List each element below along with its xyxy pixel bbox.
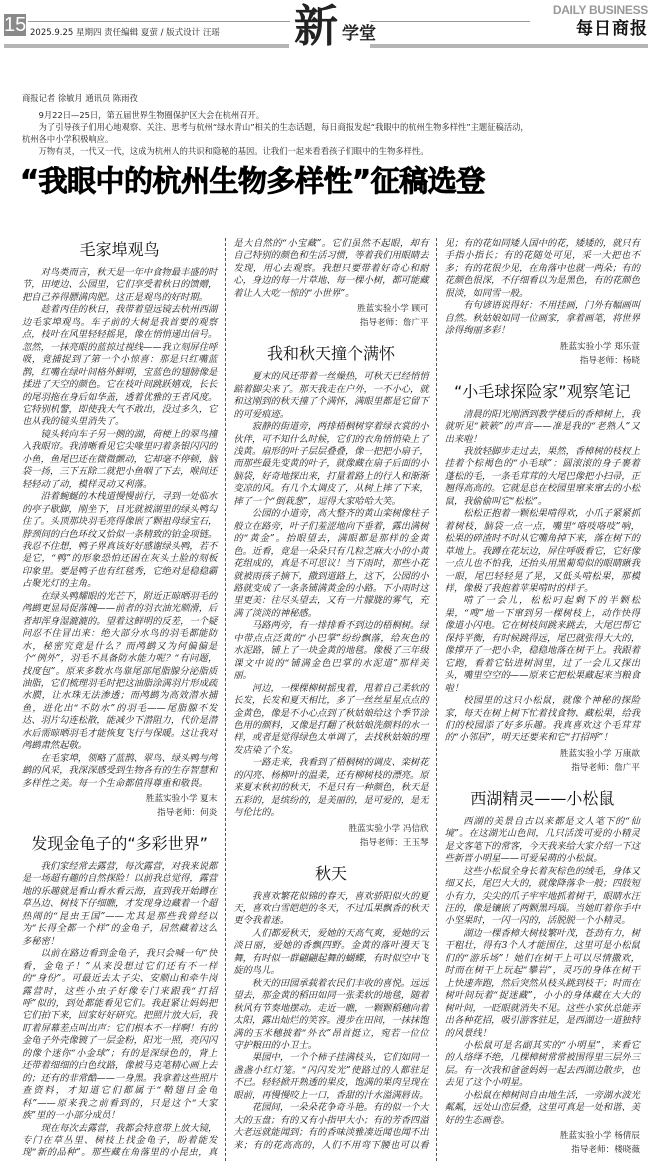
article-paragraph: 沿着蜿蜒的木栈道慢慢前行，寻到一处临水的亭子歇脚，刚坐下，目光就被湖里的绿头鸭勾住了。头顶那块羽毛亮得像嵌了颗祖母绿宝石，脖颈间的白色环纹又恰似一条精致的铂金项链。我忍不住想，鸭子界真该好好感谢绿头鸭，若不是它，“鸭”的形象恐怕还困在灰头土脸的刻板印象里。要是鸭子也有红毯秀，它绝对是稳稳霸占聚光灯的主角。 — [22, 491, 218, 590]
article-teacher: 指导老师：詹广平 — [359, 318, 429, 329]
article-paragraph: 啃了一会儿，松松叼起剩下的半颗松果，“嗖”地一下窜到另一棵树枝上，动作快得像道小闪电。它在树枝间跳来跳去，大尾巴帮它保持平衡，有时候跳得远，尾巴就张得大大的，像撑开了一把小伞，稳稳地落在树干上。我跟着它跑，看着它钻进树洞里，过了一会儿又探出头，嘴里空空的——原来它把松果藏起来当粮食啦！ — [444, 595, 640, 694]
divider — [4, 44, 289, 48]
article-title: 发现金龟子的“多彩世界” — [31, 834, 208, 854]
article-paragraph: 我放轻脚步走过去，果然，香樟树的枝杈上挂着个棕褐色的“小毛球”：圆滚滚的身子裹着蓬松的毛，一条毛茸茸的大尾巴像把小扫帚，正翘得高高的。它就是总在校园里窜来窜去的小松鼠，我偷偷叫它“松松”。 — [444, 445, 640, 507]
intro-paragraph: 9月22日—25日，第五届世界生物圈保护区大会在杭州召开。 — [38, 110, 265, 120]
article-paragraph: 河边，一棵棵柳树摇曳着，甩着自己柔软的长发，长发和夏天相比，多了一丝丝星星点点的金黄色，像是不小心点到了秋姑娘给这个季节涂色用的颜料，又像是打翻了秋姑娘洗颜料的水一样，或者是觉得绿色太单调了，去找秋姑娘的理发店染了个发。 — [233, 682, 429, 756]
articles-columns — [22, 238, 640, 1161]
page-title: “我眼中的杭州生物多样性”征稿选登 — [20, 164, 485, 198]
reporter-byline: 商报记者 徐敏月 通讯员 陈雨孜 — [22, 93, 138, 103]
dateline: 2025.9.25 星期四 责任编辑 夏萤 / 版式设计 汪瑶 — [30, 28, 220, 38]
article-paragraph: 清晨的阳光刚洒到教学楼后的香樟树上，我就听见“簌簌”的声音——准是我的“老熟人”又出来啦！ — [444, 408, 640, 445]
article-paragraph: 趁着丙佳的秋日，我带着望远镜去杭州西湖边毛家埠观鸟。车子前的大树是我首要的观察点，枝叶在风里轻轻摇晃，像在悄悄递出信号。忽然，一抹亮眼的蓝掠过视线——我立刻屏住呼吸，竟捕捉到了第一个小惊喜：那是只红嘴蓝鹊，红嘴在绿叶间格外鲜明，宝蓝色的翅膀像是揉进了天空的颜色。它在枝叶间跳跃嬉戏，长长的尾羽拖在身后如华盖，透着优雅的王者风度。它特别机警，即使我大气不敢出，没过多久，它也从我的镜头里消失了。 — [22, 304, 218, 428]
article-paragraph: 我喜欢繁花似锦的春天，喜欢骄阳似火的夏天，喜欢白雪皑皑的冬天，不过瓜果飘香的秋天更令我着迷。 — [233, 890, 429, 927]
article-paragraph: 在毛家埠，领略了蓝鹊、翠鸟、绿头鸭与鸬鹚的风采，我深深感受到生物各有的生存智慧和多样性之美。每一个生命都值得尊重和敬畏。 — [22, 752, 218, 789]
article-paragraph: 在绿头鸭耀眼的光芒下，附近正晾晒羽毛的鸬鹚更显局促落魄——前者的羽衣油光顺滑，后者却浑身湿漉漉的。望着这鲜明的反差，一个疑问忍不住冒出来：绝大部分水鸟的羽毛都能防水，秘密究竟是什么？而鸬鹚又为何偏偏是个“例外”，羽毛不具备防水能力呢？“有问题，找度包”。原来多数水鸟靠尾部尾脂腺分泌脂质油脂，它们梳理羽毛时把这油脂涂满羽片形成疏水膜，让水珠无法渗透；而鸬鹚为高效潜水捕鱼，进化出“不防水”的羽毛——尾脂腺不发达、羽片勾连松散，能减少下潜阻力，代价是潜水后需晾晒羽毛才能恢复飞行与保暖。这让我对鸬鹚肃然起敬。 — [22, 590, 218, 752]
article-paragraph: 公园的小道旁，高大整齐的黄山栾树像柱子般立在路旁，叶子们羞涩地向下垂着，露出满树的“黄金”。抬眼望去，满眼都是那样的金黄色。近看，竟是一朵朵只有几粒芝麻大小的小黄花组成的，真是不可思议！当下雨时，那些小花就被雨孩子摘下，撒到道路上，这下，公园的小路就变成了一条条铺满黄金的小路。下小雨时这里更美：往尽头望去，又有一片朦胧的雾气，充满了淡淡的神秘感。 — [233, 508, 429, 619]
article-paragraph: 我们家经常去露营，每次露营，对我来说都是一场超有趣的自然探险！以前我总觉得，露营地的乐趣就是看山看水看云海，直到我开始蹲在草丛边、树枝下仔细瞧，才发现身边藏着一个超热闹的“昆虫王国”——尤其是那些我曾经以为“长得全都一个样”的金龟子，居然藏着这么多秘密！ — [22, 861, 218, 947]
article — [445, 789, 640, 1157]
article-paragraph: 现在每次去露营，我都会特意带上放大镜，专门在草丛里、树枝上找金龟子，盼着能发现“新的品种”。那些藏在角落里的小昆虫，真是大自然的“小宝藏”。它们虽然不起眼，却有自己特别的颜色和生活习惯，等着我们用眼睛去发现，用心去观察。我想只要带着好奇心和耐心，身边的每一片草地、每一棵小树，都可能藏着让人大吃一惊的“小世界”。 — [22, 238, 429, 1159]
article-teacher: 指导老师：杨晓 — [579, 355, 640, 366]
brand-english: DAILY BUSINESS — [552, 3, 648, 17]
article-paragraph: 果园中，一个个柿子挂满枝头，它们如同一盏盏小红灯笼。“闪闪发光”使路过的人都驻足不已。轻轻掀开熟透的果皮，饱满的果肉呈现在眼前，再慢慢咬上一口，香甜的汁水溢满唇齿。 — [233, 1052, 429, 1101]
article-author: 胜蓝实验小学 顾可 — [357, 304, 429, 315]
article-paragraph: 马路两旁，有一排排看不到边的梧桐树。绿中带点点泛黄的“小巴掌”纷纷飘落，给灰色的水泥路，铺上了一块金黄的地毯。像极了三年级课文中说的“铺满金色巴掌的水泥道”那样美丽。 — [233, 620, 429, 682]
article-paragraph: 以前在路边看到金龟子，我只会喊一句“快看，金龟子！”从来没想过它们还有不一样的“身份”。可最近去太子尖、安顺山和牵牛岗露营时，这些小虫子好像专门来跟我“打招呼”似的，到处都能看见它们。我赶紧让妈妈把它们拍下来，回家好好研究。把照片放大后，我盯着屏幕差点叫出声：它们根本不一样啊！有的金龟子外壳像镀了一层金粉，阳光一照，亮闪闪的像个迷你“小金球”；有的是深绿色的，背上还带着细细的白色纹路，像被马克笔精心画上去的；还有的非常酷——一身黑。我拿着这些照片查资料，才知道它们都属于“鞘翅目金龟科”——原来我之前看到的，只是这个“大家族”里的一小部分成员！ — [22, 948, 218, 1122]
page-number: 15 — [4, 14, 27, 36]
intro-paragraph: 万物有灵，一代又一代，这成为杭州人的共识和隐秘的基因。让我们一起来看看孩子们眼中的生物多样性。 — [38, 146, 429, 156]
article — [233, 344, 428, 849]
article-author: 胜蓝实验小学 冯信欣 — [348, 823, 429, 834]
article-paragraph: 小松鼠可是名副其实的“小明星”，来看它的人络绎不绝，几棵樟树常常被围得里三层外三层。有一次我和爸爸妈妈一起去西湖边散步，也去见了这个小明星。 — [444, 1040, 640, 1089]
article-author: 胜蓝实验小学 杨倩辰 — [559, 1131, 640, 1142]
article-paragraph: 人们都爱秋天，爱她的天高气爽，爱她的云淡日丽，爱她的香飘四野。金黄的落叶漫天飞舞，有时似一群翩翩起舞的蝴蝶，有时似空中飞旋的鸟儿。 — [233, 927, 429, 977]
article-paragraph: 西湖的美景自古以来都是文人笔下的“仙境”。在这湖光山色间，几只活泼可爱的小精灵是文客笔下的常客，今天我来给大家介绍一下这些新晋小明星——可爱呆萌的小松鼠。 — [444, 815, 640, 865]
article-paragraph: 校园里的这只小松鼠，就像个神秘的探险家，每天在树上树下忙着找食物、藏松果，给我们的校园添了好多乐趣。我真喜欢这个毛茸茸的“小邻居”，明天还要来和它“打招呼”！ — [444, 695, 640, 744]
article-paragraph: 一路走来，我看到了梧桐树的调皮、栾树花的闪亮、杨柳叶的温柔，还有柳树枝的漂亮。原来夏末秋初的秋天，不是只有一种颜色，秋天是五彩的，是缤纷的，是美丽的，是可爱的，是无与伦比的。 — [233, 757, 429, 819]
article-paragraph: 花园间，一朵朵花争奇斗艳。有的似一个大大的玉盘；有的又有小指甲大小；有的芳香四溢大老远就能闻到；有的香味淡雅凑近闻也闻不出来；有的花高高的，人们不用弯下腰也可以看见；有的花如同矮人国中的花，矮矮的，就只有手指小指长；有的花随处可见，采一大把也不多；有的花很少见，在角落中也就一两朵；有的花颜色很深，不仔细看以为是黑色，有的花颜色很淡，如同雪一般。 — [233, 238, 640, 1151]
article-paragraph: 这些小松鼠全身长着灰棕色的绒毛，身体又细又长，尾巴大大的，就像降落伞一般；四肢短小有力，尖尖的爪子牢牢地抓着树干，眼睛水汪汪的，像是镶嵌了两颗黑玛瑙。当她盯着你手中小坚果时，一闪一闪的，活脱脱一个小精灵。 — [444, 865, 640, 927]
article-teacher: 指导老师：何炎 — [157, 808, 218, 819]
section-logo-text: 学堂 — [342, 24, 376, 44]
article-paragraph: 寂静的街道旁，两排梧桐树穿着绿衣裳的小伙伴，可不知什么时候，它们的衣角悄悄染上了浅黄。扇形的叶子层层叠叠，像一把把小扇子，而那些最先变黄的叶子，就像藏在扇子后面的小脑袋，好奇地探出来，打量着路上的行人和渐渐变凉的风。有几个太调皮了，从树上摔了下来，摔了一个“倒栽葱”，逗得大家哈哈大笑。 — [233, 421, 429, 507]
article-author: 胜蓝实验小学 郑乐萱 — [559, 341, 640, 352]
article-teacher: 指导老师：王玉琴 — [359, 837, 429, 848]
article-author: 胜蓝实验小学 万康歆 — [559, 748, 640, 759]
article-paragraph: 镜头转向车子另一侧的湖，荷梗上的翠鸟撞入我眼帘。我清晰看见它尖喙里叼着条银闪闪的小鱼，鱼尾巴还在微微颤动，它却毫不停顿，脑袋一扬，三下五除二就把小鱼咽了下去，喉间还轻轻动了动，模样灵动又利落。 — [22, 428, 218, 490]
article-title: 我和秋天撞个满怀 — [266, 344, 395, 364]
article-paragraph: 夏末的风还带着一丝燥热，可秋天已经悄悄踮着脚尖来了。那天我走在户外，一不小心，就和这刚到的秋天撞了个满怀，满眼里都是它留下的可爱痕迹。 — [233, 371, 429, 420]
intro-paragraph: 为了引导孩子们用心地观察、关注、思考与杭州“绿水青山”相关的生态话题，每日商报发起“我眼中的杭州生物多样性”主题征稿活动， — [38, 122, 529, 132]
article — [445, 382, 640, 775]
article — [22, 240, 217, 820]
section-logo: 新 — [294, 1, 338, 52]
article-title: 秋天 — [314, 863, 347, 883]
article-paragraph: 对鸟类而言，秋天是一年中食物最丰盛的时节，田埂边、公园里，它们享受着秋日的馈赠，把自己养得膘满肉肥。这正是观鸟的好时期。 — [22, 267, 218, 303]
divider — [370, 44, 648, 48]
article-title: “小毛球探险家”观察笔记 — [454, 381, 631, 401]
article-author: 胜蓝实验小学 夏末 — [145, 794, 218, 805]
divider — [28, 21, 290, 22]
article-paragraph: 松松正抱着一颗松果啃得欢，小爪子紧紧抓着树枝，脑袋一点一点，嘴里“咯吱咯吱”响，松果的碎渣时不时从它嘴角掉下来，落在树下的草地上。我蹲在花坛边，屏住呼吸看它，它好像一点儿也不怕我，还抬头用黑葡萄似的眼睛瞅我一眼，尾巴轻轻晃了晃，又低头啃松果，那模样，像极了我抱着苹果啃时的样子。 — [444, 508, 640, 594]
intro — [22, 92, 632, 157]
article-paragraph: 湖边一棵香樟大树枝繁叶茂，苍劲有力，树干粗壮，得有3个人才能围住，这里可是小松鼠们的“游乐场”！她们在树干上可以尽情撒欢，时而在树干上玩起“攀岩”，灵巧的身体在树干上快速奔跑，然后突然从枝头跳到枝干；时而在树叶间玩着“捉迷藏”，小小的身体藏在大大的树叶间，一眨眼就消失不见。这些小家伙总能弄出各种花招，吸引游客驻足，是西湖边一道独特的风景线！ — [444, 927, 640, 1039]
article-teacher: 指导老师：詹广平 — [571, 762, 640, 773]
article-title: 毛家埠观鸟 — [79, 240, 160, 259]
article-teacher: 指导老师：楼晓薇 — [571, 1145, 640, 1156]
brand-logo: 每日商报 — [576, 19, 648, 39]
article-paragraph: 秋天的田园承载着农民们丰收的喜悦。远远望去，那金黄的稻田如同一张柔软的地毯，随着秋风有节奏地摆动。走近一瞧，一颗颗稻穗向着太阳，露出灿烂的笑容。漫步在田间，一抹抹饱满的玉米穗披着“外衣”昂首挺立，宛若一位位守护粮田的小卫士。 — [233, 977, 429, 1052]
article-paragraph: 小松鼠在樟树间自由地生活，一旁湖水波光粼粼，远处山峦层叠，这里可真是一处和谐、美好的生态画卷。 — [444, 1089, 640, 1126]
intro-paragraph: 杭州各中小学积极响应。 — [22, 134, 114, 144]
article-paragraph: 有句谚语说得好：不用挂画，门外有幅画叫自然。秋姑娘如同一位画家，拿着画笔，将世界涂得绚丽多彩！ — [444, 300, 640, 337]
article-title: 西湖精灵——小松鼠 — [470, 788, 615, 808]
divider — [370, 21, 530, 22]
